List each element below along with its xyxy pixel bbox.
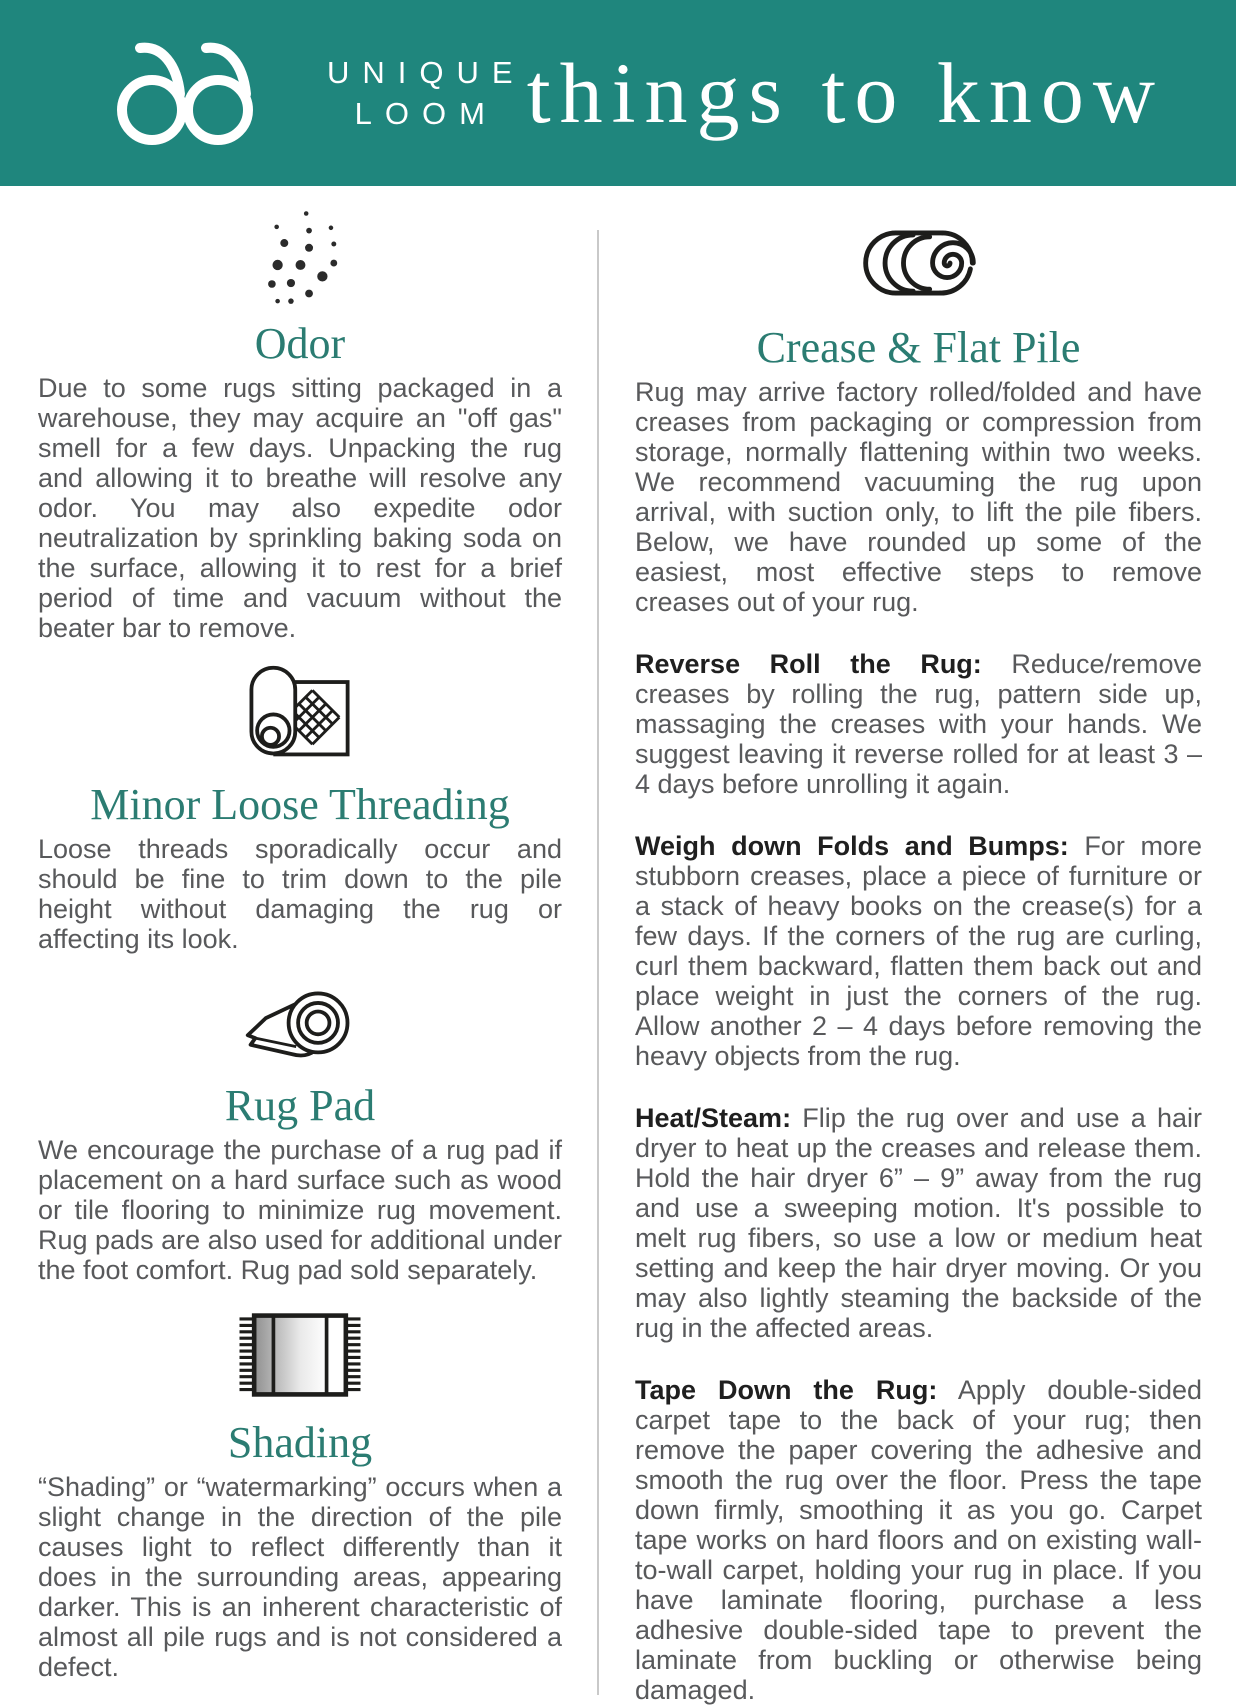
- section-minor-loose-threading: [38, 659, 562, 954]
- tip-heat-steam-label: Heat/Steam:: [635, 1103, 792, 1133]
- section-heading-crease: Crease & Flat Pile: [756, 323, 1081, 372]
- shaded-rug-icon: [237, 1311, 363, 1399]
- tip-weigh-down: [635, 831, 1202, 1071]
- rug-pad-roll-icon: [243, 978, 357, 1064]
- section-body-threading: Loose threads sporadically occur and should be fine to trim down to the pile height without damaging the rug or affecting its look.: [38, 834, 562, 954]
- tip-heat-steam: [635, 1103, 1202, 1343]
- section-rug-pad: [38, 972, 562, 1285]
- right-column: [599, 186, 1202, 1705]
- rolled-rug-crease-icon: [855, 226, 983, 302]
- content: [0, 186, 1236, 1705]
- tip-reverse-roll: [635, 649, 1202, 799]
- tip-tape-down: [635, 1375, 1202, 1705]
- tip-weigh-down-text: For more stubborn creases, place a piece of furniture or a stack of heavy books on the crease(s) for a few days. If the corners of the rug are curling, curl them backward, flatten them back out and place weight in just the corners of the rug. Allow another 2 – 4 days before removing the heavy objects from the rug.: [635, 831, 1202, 1071]
- page-title: things to know: [526, 45, 1164, 141]
- section-odor: [38, 202, 562, 643]
- tip-tape-down-text: Apply double-sided carpet tape to the back of your rug; then remove the paper covering the adhesive and smooth the rug over the floor. Press the tape down firmly, smoothing it as you go. Carpet tape works on hard floors and on existing wall-to-wall carpet, holding your rug in place. If you have laminate flooring, purchase a less adhesive double-sided tape to prevent the laminate from buckling or otherwise being damaged.: [635, 1375, 1202, 1705]
- rolled-rug-threading-icon: [242, 663, 358, 763]
- section-heading-shading: Shading: [227, 1418, 373, 1467]
- section-shading: [38, 1305, 562, 1682]
- brand-line-2: LOOM: [354, 96, 498, 131]
- tip-weigh-down-label: Weigh down Folds and Bumps:: [635, 831, 1069, 861]
- brand: [100, 38, 526, 148]
- tip-heat-steam-text: Flip the rug over and use a hair dryer to heat up the creases and release them. Hold the hair dryer 6” – 9” away from the rug and use a sweeping motion. It's possible to melt rug fibers, so use a low or medium heat setting and keep the hair dryer moving. Or you may also lightly steaming the backside of the rug in the affected areas.: [635, 1103, 1202, 1343]
- tip-reverse-roll-text: Reduce/remove creases by rolling the rug, pattern side up, massaging the creases with your hands. We suggest leaving it reverse rolled for at least 3 – 4 days before unrolling it again.: [635, 649, 1202, 799]
- section-heading-threading: Minor Loose Threading: [90, 780, 510, 829]
- section-body-crease-intro: Rug may arrive factory rolled/folded and have creases from packaging or compression from storage, normally flattening within two weeks. We recommend vacuuming the rug upon arrival, with suction only, to lift the pile fibers. Below, we have rounded up some of the easiest, most effective steps to remove creases out of your rug.: [635, 377, 1202, 617]
- left-column: [38, 186, 562, 1705]
- unique-loom-logo: [100, 38, 300, 148]
- section-body-rug-pad: We encourage the purchase of a rug pad if placement on a hard surface such as wood or tile flooring to minimize rug movement. Rug pads are also used for additional under the foot comfort. Rug pad sold separately.: [38, 1135, 562, 1285]
- section-body-odor: Due to some rugs sitting packaged in a warehouse, they may acquire an "off gas" smell for a few days. Unpacking the rug and allowing it to breathe will resolve any odor. You may also expedite odor neutralization by sprinkling baking soda on the surface, allowing it to rest for a brief period of time and vacuum without the beater bar to remove.: [38, 373, 562, 643]
- brand-line-1: UNIQUE: [327, 55, 526, 90]
- brand-wordmark: [314, 52, 526, 134]
- section-crease-flat-pile: [635, 226, 1202, 1705]
- odor-sprinkle-icon: [250, 204, 350, 304]
- tip-reverse-roll-label: Reverse Roll the Rug:: [635, 649, 982, 679]
- section-heading-rug-pad: Rug Pad: [224, 1081, 376, 1130]
- section-heading-odor: Odor: [254, 319, 346, 368]
- header: [0, 0, 1236, 186]
- section-body-shading: “Shading” or “watermarking” occurs when a slight change in the direction of the pile causes light to reflect differently than it does in the surrounding areas, appearing darker. This is an inherent characteristic of almost all pile rugs and is not considered a defect.: [38, 1472, 562, 1682]
- tip-tape-down-label: Tape Down the Rug:: [635, 1375, 938, 1405]
